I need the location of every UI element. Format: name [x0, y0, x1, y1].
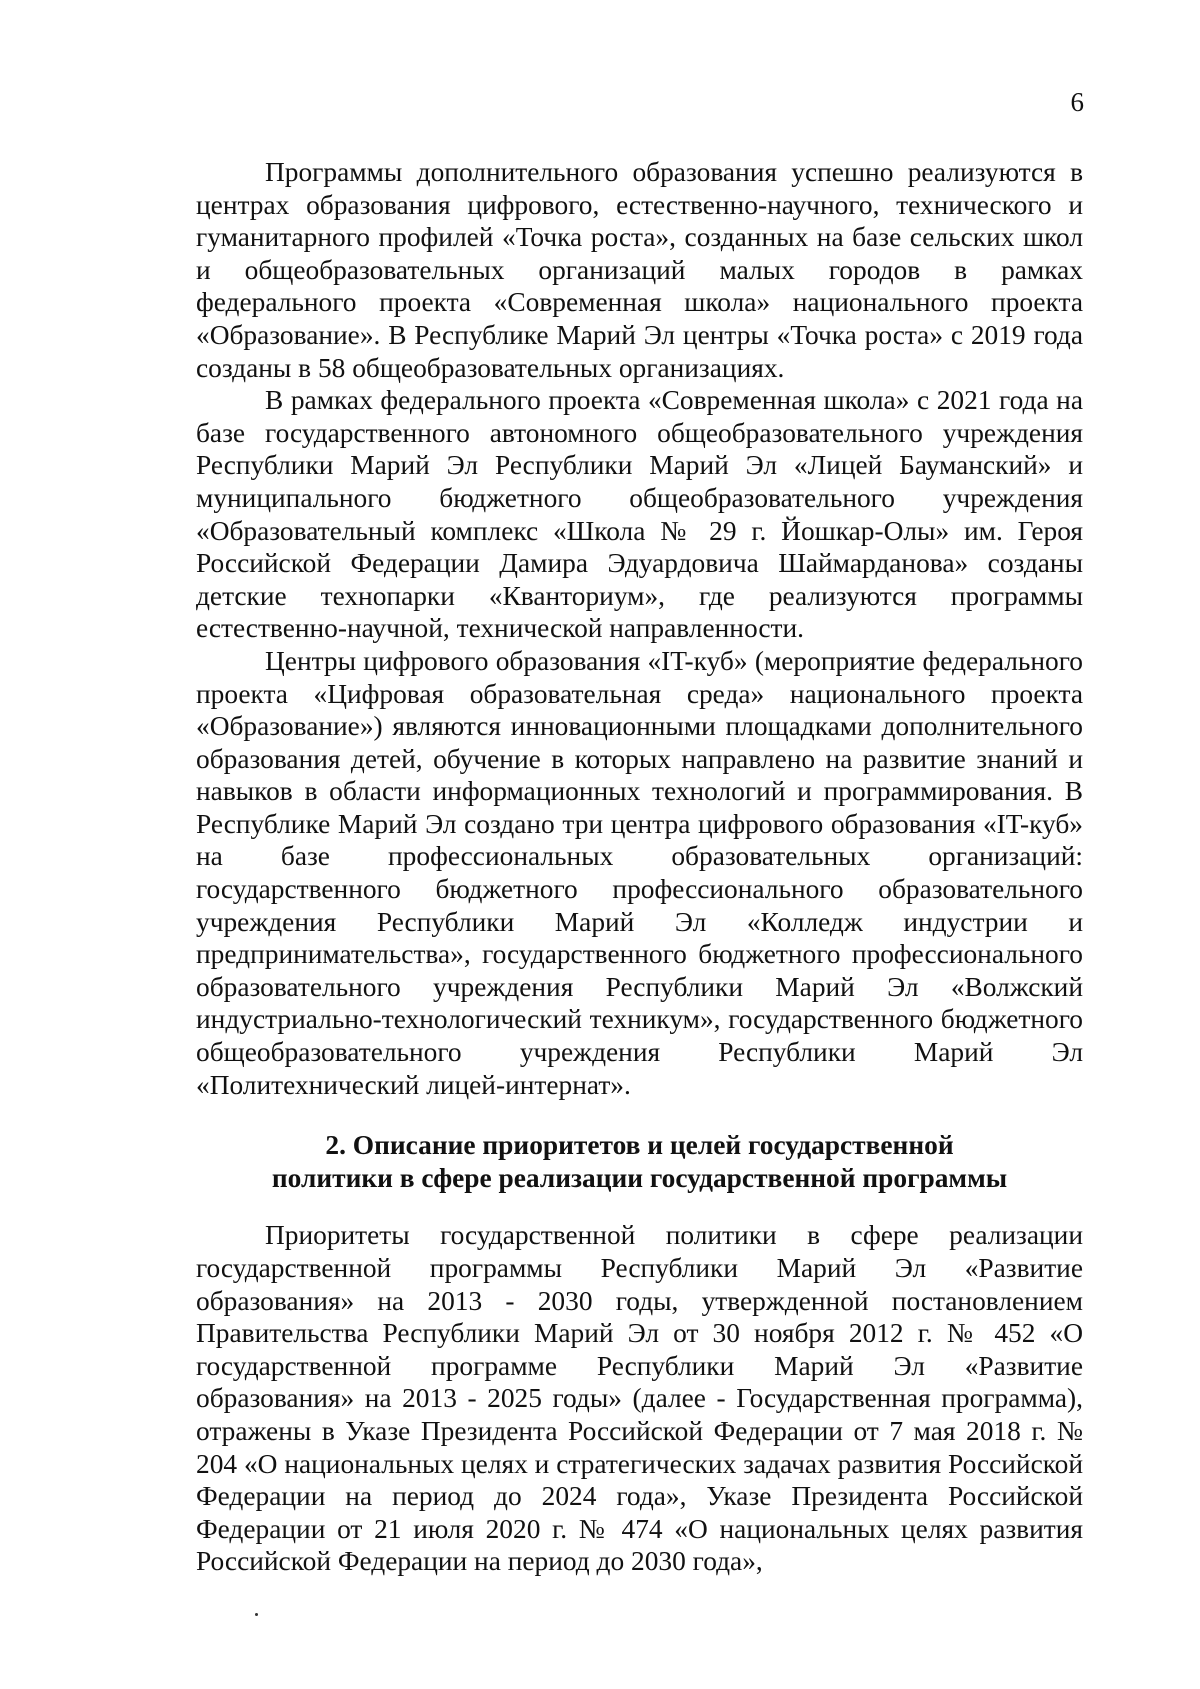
section-heading-line-1: 2. Описание приоритетов и целей государственной — [325, 1130, 954, 1161]
scan-speck — [255, 1613, 258, 1616]
page-number: 6 — [1070, 87, 1084, 117]
paragraph-kvantorium: В рамках федерального проекта «Современная школа» с 2021 года на базе государственного автономного общеобразовательного учреждения Республики Марий Эл Республики Марий Эл «Лицей Бауманский» и муниципального бюджетного общеобразовательного учреждения «Образовательный комплекс «Школа № 29 г. Йошкар-Олы» им. Героя Российской Федерации Дамира Эдуардовича Шаймарданова» созданы детские технопарки «Кванториум», где реализуются программы естественно-научной, технической направленности. — [196, 385, 1083, 644]
section-heading-line-2: политики в сфере реализации государственной программы — [271, 1162, 1008, 1193]
paragraph-it-cube: Центры цифрового образования «IT-куб» (мероприятие федерального проекта «Цифровая образовательная среда» национального проекта «Образование») являются инновационными площадками дополнительного образования детей, обучение в которых направлено на развитие знаний и навыков в области информационных технологий и программирования. В Республике Марий Эл создано три центра цифрового образования «IT-куб» на базе профессиональных образовательных организаций: государственного бюджетного профессионального образовательного учреждения Республики Марий Эл «Колледж индустрии и предпринимательства», государственного бюджетного профессионального образовательного учреждения Республики Марий Эл «Волжский индустриально-технологический техникум», государственного бюджетного общеобразовательного учреждения Республики Марий Эл «Политехнический лицей-интернат». — [196, 645, 1083, 1100]
document-body — [196, 156, 1083, 1578]
section-heading — [196, 1129, 1083, 1194]
paragraph-priorities: Приоритеты государственной политики в сфере реализации государственной программы Республики Марий Эл «Развитие образования» на 2013 - 2030 годы, утвержденной постановлением Правительства Республики Марий Эл от 30 ноября 2012 г. № 452 «О государственной программе Республики Марий Эл «Развитие образования» на 2013 - 2025 годы» (далее - Государственная программа), отражены в Указе Президента Российской Федерации от 7 мая 2018 г. № 204 «О национальных целях и стратегических задачах развития Российской Федерации на период до 2024 года», Указе Президента Российской Федерации от 21 июля 2020 г. № 474 «О национальных целях развития Российской Федерации на период до 2030 года», — [196, 1220, 1083, 1577]
paragraph-tochka-rosta: Программы дополнительного образования успешно реализуются в центрах образования цифрового, естественно-научного, технического и гуманитарного профилей «Точка роста», созданных на базе сельских школ и общеобразовательных организаций малых городов в рамках федерального проекта «Современная школа» национального проекта «Образование». В Республике Марий Эл центры «Точка роста» с 2019 года созданы в 58 общеобразовательных организациях. — [196, 157, 1083, 383]
